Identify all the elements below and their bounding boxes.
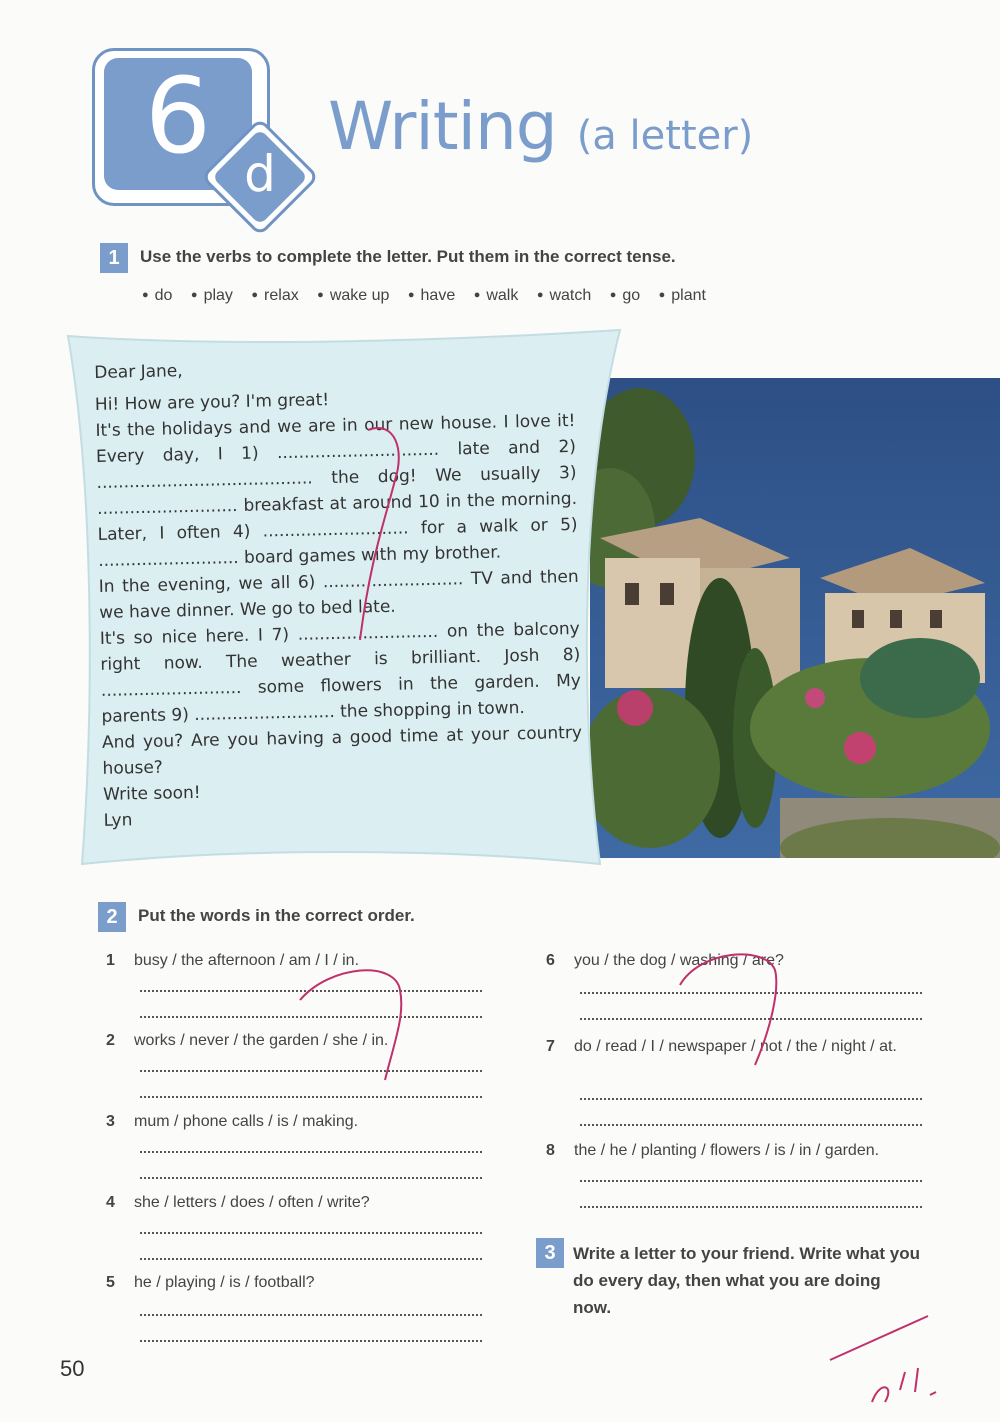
item-words: she / letters / does / often / write? [134,1194,370,1211]
answer-line[interactable] [580,1206,922,1208]
title-main: Writing [328,88,557,165]
villa-photo [590,378,1000,858]
reorder-item [106,1194,370,1212]
verb-item: ● walk [474,287,519,304]
answer-line[interactable] [140,1177,482,1179]
answer-line[interactable] [140,1232,482,1234]
unit-number: 6 [144,55,212,177]
letter-closing: Write soon! [102,782,201,805]
answer-line[interactable] [580,1180,922,1182]
reorder-item [106,1032,388,1050]
letter-paragraph: It's so nice here. I 7) .......................... on the balcony right now. The weather is brilliant. Josh 8) .......................... some flowers in the garden. My parents 9) .......................... the shopping in town. [99,618,582,727]
item-words: do / read / I / newspaper / not / the / night / at. [574,1038,897,1055]
answer-line[interactable] [140,1258,482,1260]
answer-line[interactable] [140,1016,482,1018]
exercise-2-number: 2 [98,902,126,932]
page-title [328,88,753,165]
item-number: 5 [106,1274,115,1291]
letter-text [94,350,584,834]
answer-line[interactable] [580,1098,922,1100]
answer-line[interactable] [140,990,482,992]
reorder-item [546,1034,926,1059]
verb-item: ● watch [537,287,591,304]
letter-paragraph: In the evening, we all 6) .......................... TV and then we have dinner. We go to bed late. [98,566,579,623]
item-words: busy / the afternoon / am / I / in. [134,952,360,969]
verb-item: ● wake up [317,287,389,304]
reorder-item [546,1142,879,1160]
exercise-1-number: 1 [100,243,128,273]
letter-greeting: Dear Jane, [94,361,183,383]
item-number: 4 [106,1194,115,1211]
item-number: 6 [546,952,555,969]
title-subtitle: (a letter) [576,113,754,159]
verb-item: ● plant [659,287,706,304]
letter-signature: Lyn [103,810,133,831]
exercise-3-number: 3 [536,1238,564,1268]
answer-line[interactable] [140,1151,482,1153]
reorder-item [106,952,359,970]
item-number: 3 [106,1113,115,1130]
item-words: he / playing / is / football? [134,1274,315,1291]
page-number: 50 [60,1356,85,1381]
item-words: the / he / planting / flowers / is / in / garden. [574,1142,880,1159]
answer-line[interactable] [580,992,922,994]
verb-item: ● have [408,287,455,304]
verb-list [142,287,720,305]
reorder-item [106,1113,358,1131]
verb-item: ● play [191,287,233,304]
answer-line[interactable] [580,1018,922,1020]
reorder-item [546,952,784,970]
exercise-1-instruction: Use the verbs to complete the letter. Put them in the correct tense. [140,247,676,266]
item-number: 1 [106,952,115,969]
answer-line[interactable] [140,1340,482,1342]
verb-item: ● do [142,287,172,304]
item-number: 2 [106,1032,115,1049]
answer-line[interactable] [140,1096,482,1098]
item-number: 7 [546,1038,555,1055]
reorder-item [106,1274,315,1292]
answer-line[interactable] [140,1314,482,1316]
answer-line[interactable] [140,1070,482,1072]
letter-paragraph: And you? Are you having a good time at your country house? [101,722,583,779]
verb-item: ● relax [251,287,298,304]
answer-line[interactable] [580,1124,922,1126]
item-words: mum / phone calls / is / making. [134,1113,359,1130]
letter-paragraph: It's the holidays and we are in our new house. I love it! Every day, I 1) .............................. late and 2) ........................................ the dog! We usually 3) .......................... breakfast at around 10 in the morning. Later, I often 4) ........................... for a walk or 5) .......................... board games with my brother. [95,410,578,571]
letter-paragraph: Hi! How are you? I'm great! [94,390,330,415]
exercise-2-instruction: Put the words in the correct order. [138,906,415,925]
verb-item: ● go [610,287,640,304]
item-words: works / never / the garden / she / in. [134,1032,389,1049]
item-number: 8 [546,1142,555,1159]
lesson-letter: d [244,145,276,203]
item-words: you / the dog / washing / are? [574,952,784,969]
exercise-3-instruction: Write a letter to your friend. Write what you do every day, then what you are doing now. [573,1244,920,1317]
